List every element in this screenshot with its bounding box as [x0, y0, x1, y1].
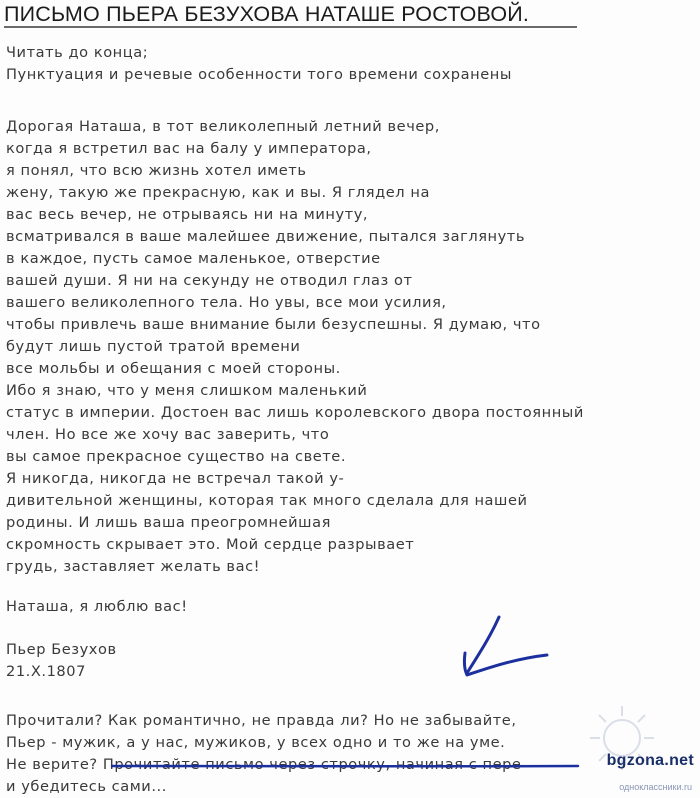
- text-line: Я никогда, никогда не встречал такой у-: [6, 470, 345, 487]
- text-line: член. Но все же хочу вас заверить, что: [6, 426, 330, 443]
- text-line: статус в империи. Достоен вас лишь королевского двора постоянный: [6, 404, 584, 421]
- signature-date: 21.Х.1807: [6, 663, 86, 680]
- text-line: и убедитесь сами...: [6, 778, 167, 795]
- text-line: скромность скрывает это. Мой сердце разрывает: [6, 536, 415, 553]
- text-line: родины. И лишь ваша преогромнейшая: [6, 514, 331, 531]
- text-line: Ибо я знаю, что у меня слишком маленький: [6, 382, 368, 399]
- text-line: Пунктуация и речевые особенности того времени сохранены: [6, 66, 512, 83]
- text-line: Прочитали? Как романтично, не правда ли? Но не забывайте,: [6, 712, 517, 729]
- watermark-text: bgzona.net: [606, 752, 694, 769]
- text-line: Пьер - мужик, а у нас, мужиков, у всех одно и то же на уме.: [6, 734, 506, 751]
- text-line: чтобы привлечь ваше внимание были безуспешны. Я думаю, что: [6, 316, 541, 333]
- text-line: все мольбы и обещания с моей стороны.: [6, 360, 341, 377]
- text-line: грудь, заставляет желать вас!: [6, 558, 261, 575]
- text-line: вашей души. Я ни на секунду не отводил глаз от: [6, 272, 413, 289]
- text-line: Дорогая Наташа, в тот великолепный летний вечер,: [6, 118, 440, 135]
- text-line: вы самое прекрасное существо на свете.: [6, 448, 347, 465]
- pen-underline-mark: [110, 763, 580, 769]
- text-line: я понял, что всю жизнь хотел иметь: [6, 162, 307, 179]
- title-underline: [4, 26, 577, 28]
- watermark-subtext: одноклассники.ru: [619, 782, 692, 792]
- text-line: когда я встретил вас на балу у императора,: [6, 140, 372, 157]
- text-line: Читать до конца;: [6, 44, 149, 61]
- text-line: будут лишь пустой тратой времени: [6, 338, 301, 355]
- text-line: Наташа, я люблю вас!: [6, 598, 188, 615]
- text-line: вас весь вечер, не отрываясь ни на минуту,: [6, 206, 369, 223]
- text-line: жену, такую же прекрасную, как и вы. Я глядел на: [6, 184, 430, 201]
- hand-drawn-arrow-icon: [455, 615, 555, 687]
- text-line: вашего великолепного тела. Но увы, все мои усилия,: [6, 294, 447, 311]
- text-line: всматривался в ваше малейшее движение, пытался заглянуть: [6, 228, 526, 245]
- page-title: ПИСЬМО ПЬЕРА БЕЗУХОВА НАТАШЕ РОСТОВОЙ.: [4, 2, 530, 26]
- text-line: в каждое, пусть самое маленькое, отверстие: [6, 250, 381, 267]
- text-line: дивительной женщины, которая так много сделала для нашей: [6, 492, 528, 509]
- signature-name: Пьер Безухов: [6, 641, 117, 658]
- text-line: Не верите? Прочитайте письмо через строчку, начиная с пере: [6, 756, 522, 773]
